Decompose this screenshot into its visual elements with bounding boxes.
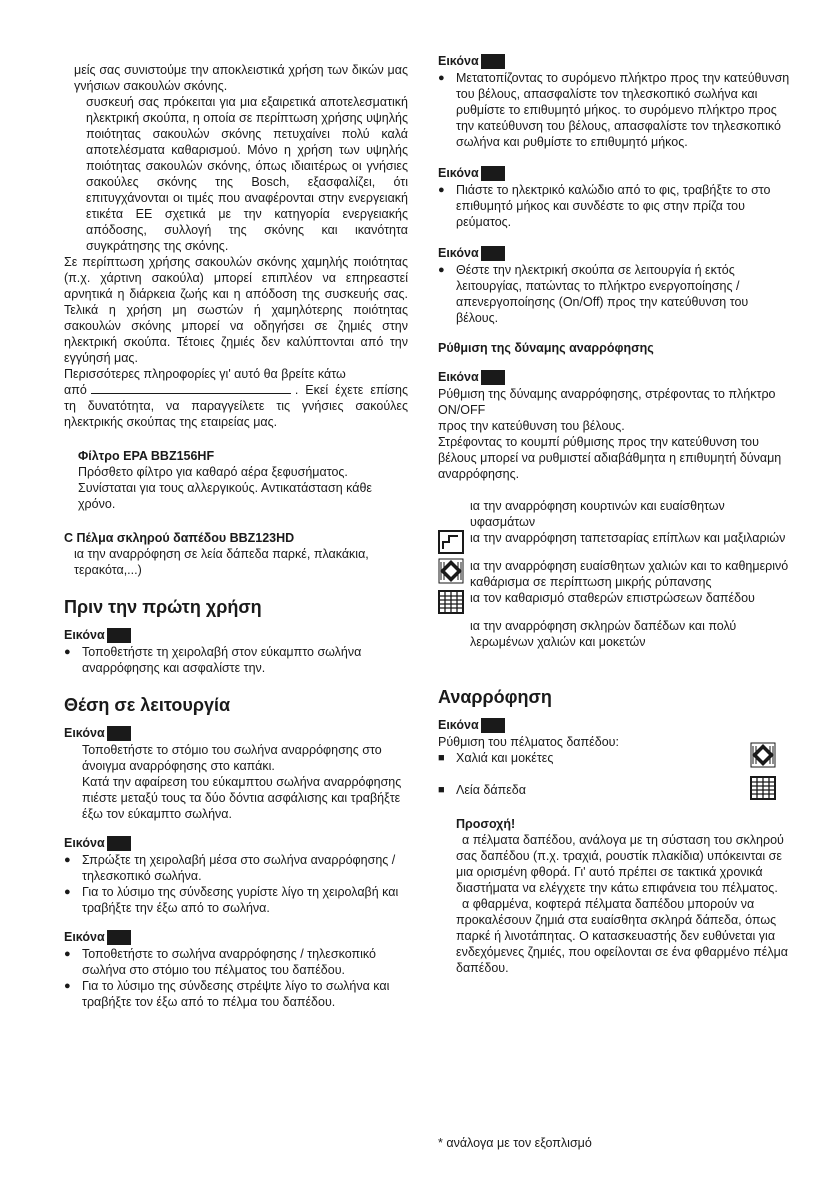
attention-box (438, 816, 790, 976)
section-suction: Αναρρόφηση (438, 687, 552, 707)
list-item: ■ Λεία δάπεδα (438, 782, 790, 798)
suction-power-title: Ρύθμιση της δύναμης αναρρόφησης (438, 341, 654, 355)
figure-label (438, 244, 790, 262)
operation-list-2 (64, 852, 408, 916)
mode-row (438, 530, 790, 558)
figure-number-box (107, 726, 131, 741)
figure-label (438, 52, 790, 70)
hard-floor-icon (438, 590, 464, 614)
mode-text: ια τον καθαρισμό σταθερών επιστρώσεων δαπέδου (470, 591, 755, 605)
mode-text: ια την αναρρόφηση κουρτινών και ευαίσθητων υφασμάτων (470, 499, 725, 529)
figure-number-box (107, 836, 131, 851)
mode-text: ια την αναρρόφηση ταπετσαρίας επίπλων και μαξιλαριών (470, 531, 786, 545)
mode-text: ια την αναρρόφηση ευαίσθητων χαλιών και το καθημερινό καθάρισμα σε περίπτωση μικρής ρύπανσης (470, 559, 789, 589)
figure-label (64, 928, 408, 946)
hard-floor-text: ια την αναρρόφηση σε λεία δάπεδα παρκέ, πλακάκια, τερακότα,...) (74, 547, 369, 577)
mode-row (438, 558, 790, 590)
operation-list-3 (64, 946, 408, 1010)
telescopic-list (438, 70, 790, 150)
figure-number-box (107, 628, 131, 643)
mode-text: ια την αναρρόφηση σκληρών δαπέδων και πολύ λερωμένων χαλιών και μοκετών (470, 619, 737, 649)
list-item: ■ Χαλιά και μοκέτες (438, 750, 790, 782)
figure-number-box (481, 246, 505, 261)
hard-floor-icon (750, 776, 776, 800)
right-column (438, 52, 790, 976)
figure-label (64, 834, 408, 852)
list-item: ● Σπρώξτε τη χειρολαβή μέσα στο σωλήνα αναρρόφησης / τηλεσκοπικό σωλήνα. (64, 852, 408, 884)
suction-modes (438, 498, 790, 650)
intro-paragraph-3: Σε περίπτωση χρήσης σακουλών σκόνης χαμηλής ποιότητας (π.χ. χάρτινη σακούλα) μπορεί επιπλέον να επηρεαστεί αρνητικά η διάρκεια ζωής και η απόδοση της συσκευής σας. Τελικά η χρήση μη σωστών ή χαμηλότερης ποιότητας σακουλών σκόνης μπορεί να οδηγήσει σε ζημιές στην ηλεκτρική σκούπα. Τέτοιες ζημιές δεν καλύπτονται από την εγγύησή μας. (64, 255, 408, 365)
intro-order-text: Εκεί έχετε επίσης τη δυνατότητα, να παραγγείλετε τις γνήσιες σακούλες ηλεκτρικής σκούπας της εταιρείας μας. (64, 383, 408, 429)
figure-number-box (481, 54, 505, 69)
figure-number-box (107, 930, 131, 945)
epa-filter-text: Πρόσθετο φίλτρο για καθαρό αέρα ξεφυσήματος. Συνίσταται για τους αλλεργικούς. Αντικατάσταση κάθε χρόνο. (78, 465, 372, 511)
list-item: ● Για το λύσιμο της σύνδεσης γυρίστε λίγο τη χειρολαβή και τραβήξτε την έξω από το σωλήνα. (64, 884, 408, 916)
list-item: ● Για το λύσιμο της σύνδεσης στρέψτε λίγο το σωλήνα και τραβήξτε τον έξω από το πέλμα του δαπέδου. (64, 978, 408, 1010)
floor-setting-label: Ρύθμιση του πέλματος δαπέδου: (438, 735, 619, 749)
intro-paragraph-5: από . Εκεί έχετε επίσης τη δυνατότητα, να παραγγείλετε τις γνήσιες σακούλες ηλεκτρικής σκούπας της εταιρείας μας. (64, 383, 408, 429)
mode-row (438, 498, 790, 530)
attention-text: α πέλματα δαπέδου, ανάλογα με τη σύσταση του σκληρού σας δαπέδου (π.χ. τραχιά, ρουστίκ πλακίδια) υπόκεινται σε μια ορισμένη φθορά. Γι' αυτό πρέπει σε τακτικά χρονικά διαστήματα να ελέγχετε την κάτω επιφάνεια του πέλματος. (456, 833, 784, 895)
figure-label-text: Εικόνα (438, 54, 479, 68)
list-item: ● Θέστε την ηλεκτρική σκούπα σε λειτουργία ή εκτός λειτουργίας, πατώντας το πλήκτρο ενεργοποίησης / απενεργοποίησης (On/Off) προς την κατεύθυνση του βέλους. (438, 262, 790, 326)
figure-label (438, 716, 790, 734)
figure-label-text: Εικόνα (64, 930, 105, 944)
power-line: Στρέφοντας το κουμπί ρύθμισης προς την κατεύθυνση του βέλους μπορεί να ρυθμιστεί αδιαβάθμητα η επιθυμητή δύναμη αναρρόφησης. (438, 435, 782, 481)
intro-from: από (64, 383, 87, 397)
figure-label-text: Εικόνα (438, 246, 479, 260)
figure-label-text: Εικόνα (64, 726, 105, 740)
figure-label (64, 724, 408, 742)
power-line: Ρύθμιση της δύναμης αναρρόφησης, στρέφοντας το πλήκτρο ON/OFF (438, 387, 776, 417)
figure-label-text: Εικόνα (64, 628, 105, 642)
operation-block-1 (64, 742, 408, 822)
section-operation: Θέση σε λειτουργία (64, 695, 231, 715)
attention-title: Προσοχή! (456, 817, 516, 831)
text-line: Τοποθετήστε το στόμιο του σωλήνα αναρρόφησης στο άνοιγμα αναρρόφησης στο καπάκι. (82, 743, 382, 773)
intro-paragraph-2: συσκευή σας πρόκειται για μια εξαιρετικά αποτελεσματική ηλεκτρική σκούπα, η οποία σε περίπτωση χρήσης υψηλής ποιότητας σακουλών σκόνης πετυχαίνει πολύ καλά αποτελέσματα καθαρισμού. Μόνο η χρήση των υψηλής ποιότητας σακουλών σκόνης, όπως ιδιαιτέρως οι γνήσιες σακούλες σκόνης της Bosch, εξασφαλίζει, ότι επιτυγχάνονται οι τιμές που αναφέρονται στην ενεργειακή ετικέτα ΕΕ σχετικά με την κατηγορία ενεργειακής απόδοσης, συλλογή της σκόνης και ικανότητα συγκράτησης της σκόνης. (86, 95, 408, 253)
before-use-list (64, 644, 408, 676)
list-item: ● Πιάστε το ηλεκτρικό καλώδιο από το φις, τραβήξτε το στο επιθυμητό μήκος και συνδέστε το φις στην πρίζα του ρεύματος. (438, 182, 790, 230)
mode-row (438, 618, 790, 650)
list-item: ● Μετατοπίζοντας το συρόμενο πλήκτρο προς την κατεύθυνση του βέλους, απασφαλίστε τον τηλεσκοπικό σωλήνα και ρυθμίστε το επιθυμητό μήκος. το συρόμενο πλήκτρο προς την κατεύθυνση του βέλους, απασφαλίστε τον τηλεσκοπικό σωλήνα και ρυθμίστε το επιθυμητό μήκος. (438, 70, 790, 150)
figure-label-text: Εικόνα (438, 166, 479, 180)
figure-number-box (481, 166, 505, 181)
figure-number-box (481, 718, 505, 733)
epa-filter-title: Φίλτρο EPA BBZ156HF (78, 449, 215, 463)
onoff-list (438, 262, 790, 326)
footnote: * ανάλογα με τον εξοπλισμό (438, 1136, 592, 1150)
hard-floor-title: C Πέλμα σκληρού δαπέδου BBZ123HD (64, 531, 295, 545)
text-line: Κατά την αφαίρεση του εύκαμπτου σωλήνα αναρρόφησης πιέστε μεταξύ τους τα δύο δόντια ασφάλισης και τραβήξτε έξω τον εύκαμπτο σωλήνα. (82, 775, 402, 821)
figure-label (438, 368, 790, 386)
mode-row (438, 590, 790, 618)
power-line: προς την κατεύθυνση του βέλους. (438, 419, 625, 433)
figure-label-text: Εικόνα (438, 370, 479, 384)
figure-label (64, 626, 408, 644)
upholstery-icon (438, 530, 464, 554)
attention-text: α φθαρμένα, κοφτερά πέλματα δαπέδου μπορούν να προκαλέσουν ζημιά στα ευαίσθητα σκληρά δάπεδα, όπως παρκέ ή λινοτάπητας. Ο κατασκευαστής δεν ευθύνεται για ενδεχόμενες ζημιές, που οφείλονται σε ένα φθαρμένο πέλμα δαπέδου. (456, 897, 789, 975)
list-item: ● Τοποθετήστε το σωλήνα αναρρόφησης / τηλεσκοπικό σωλήνα στο στόμιο του πέλματος του δαπέδου. (64, 946, 408, 978)
blank-line (91, 383, 291, 394)
intro-paragraph-4: Περισσότερες πληροφορίες γι' αυτό θα βρείτε κάτω (64, 367, 346, 381)
list-item: ● Τοποθετήστε τη χειρολαβή στον εύκαμπτο σωλήνα αναρρόφησης και ασφαλίστε την. (64, 644, 408, 676)
figure-label-text: Εικόνα (64, 836, 105, 850)
left-column (64, 62, 408, 1010)
section-before-first-use: Πριν την πρώτη χρήση (64, 597, 262, 617)
intro-paragraph-1: μείς σας συνιστούμε την αποκλειστικά χρήση των δικών μας γνήσιων σακουλών σκόνης. (74, 63, 408, 93)
figure-number-box (481, 370, 505, 385)
figure-label (438, 164, 790, 182)
carpet-icon (438, 558, 464, 584)
floor-items (438, 750, 790, 798)
figure-label-text: Εικόνα (438, 718, 479, 732)
carpet-icon (750, 742, 776, 768)
cable-list (438, 182, 790, 230)
